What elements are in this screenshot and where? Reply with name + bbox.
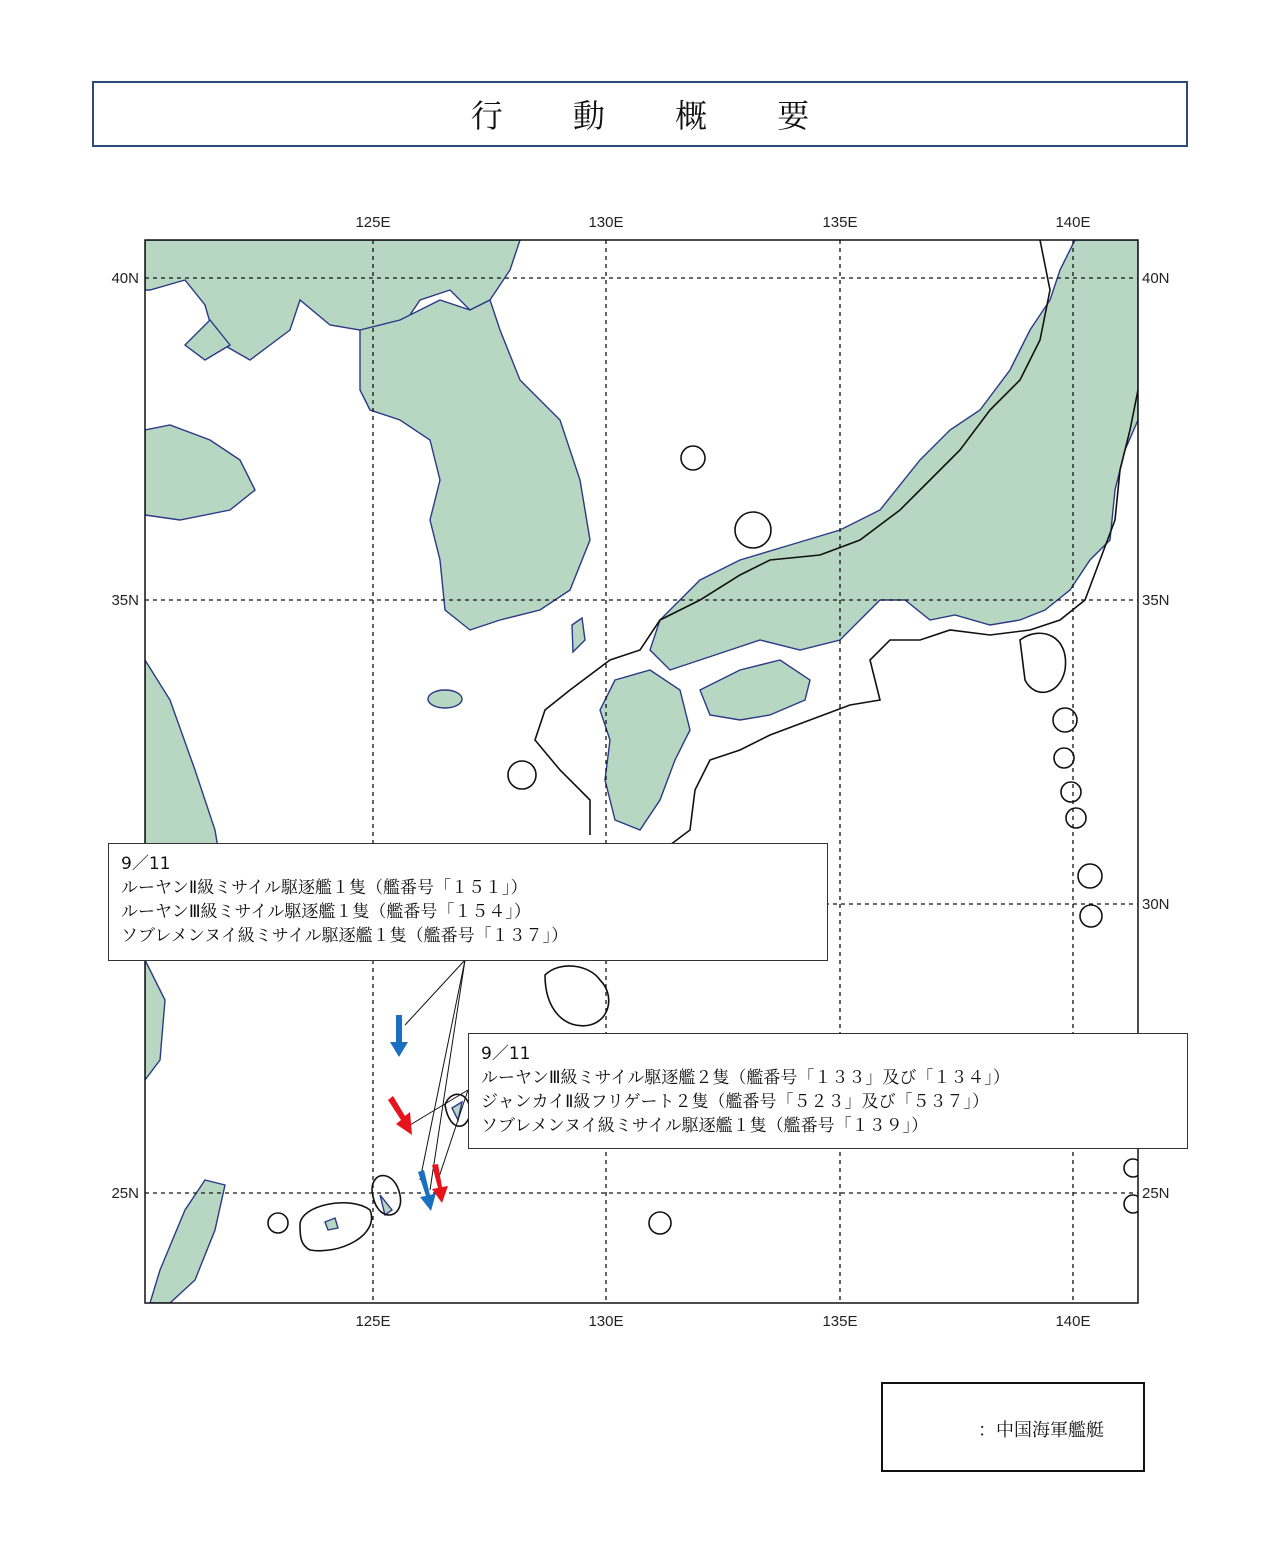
callout-2-line-3: ソブレメンヌイ級ミサイル駆逐艦１隻（艦番号「１３９」） <box>481 1116 929 1136</box>
lon-label-top-135: 135E <box>822 214 858 231</box>
land-jeju <box>428 690 462 708</box>
lat-label-right-30: 30N <box>1142 896 1170 913</box>
callout-1-date: 9／11 <box>121 854 171 874</box>
callout-2-line-1: ルーヤンⅢ級ミサイル駆逐艦２隻（艦番号「１３３」及び「１３４」） <box>481 1068 1010 1088</box>
lon-label-top-125: 125E <box>355 214 391 231</box>
lat-label-left-35: 35N <box>111 592 139 609</box>
page-title-text: 行 動 概 要 <box>470 97 840 135</box>
lon-label-top-140: 140E <box>1055 214 1091 231</box>
callout-2-line-2: ジャンカイⅡ級フリゲート２隻（艦番号「５２３」及び「５３７」） <box>481 1092 989 1112</box>
lon-label-top-130: 130E <box>588 214 624 231</box>
callout-1-line-3: ソブレメンヌイ級ミサイル駆逐艦１隻（艦番号「１３７」） <box>121 926 569 946</box>
lat-label-right-25: 25N <box>1142 1185 1170 1202</box>
lat-label-left-40: 40N <box>111 270 139 287</box>
lat-label-left-25: 25N <box>111 1185 139 1202</box>
legend <box>881 1382 1145 1472</box>
callout-1-line-2: ルーヤンⅢ級ミサイル駆逐艦１隻（艦番号「１５４」） <box>121 902 531 922</box>
callout-group-2 <box>468 1033 1188 1149</box>
callout-2-date: 9／11 <box>481 1044 531 1064</box>
lon-label-bottom-130: 130E <box>588 1313 624 1330</box>
callout-1-line-1: ルーヤンⅡ級ミサイル駆逐艦１隻（艦番号「１５１」） <box>121 878 528 898</box>
lon-label-bottom-135: 135E <box>822 1313 858 1330</box>
legend-label: ：中国海軍艦艇 <box>978 1420 1104 1441</box>
lon-label-bottom-140: 140E <box>1055 1313 1091 1330</box>
lon-label-bottom-125: 125E <box>355 1313 391 1330</box>
lat-label-right-35: 35N <box>1142 592 1170 609</box>
callout-group-1 <box>108 843 828 961</box>
lat-label-right-40: 40N <box>1142 270 1170 287</box>
